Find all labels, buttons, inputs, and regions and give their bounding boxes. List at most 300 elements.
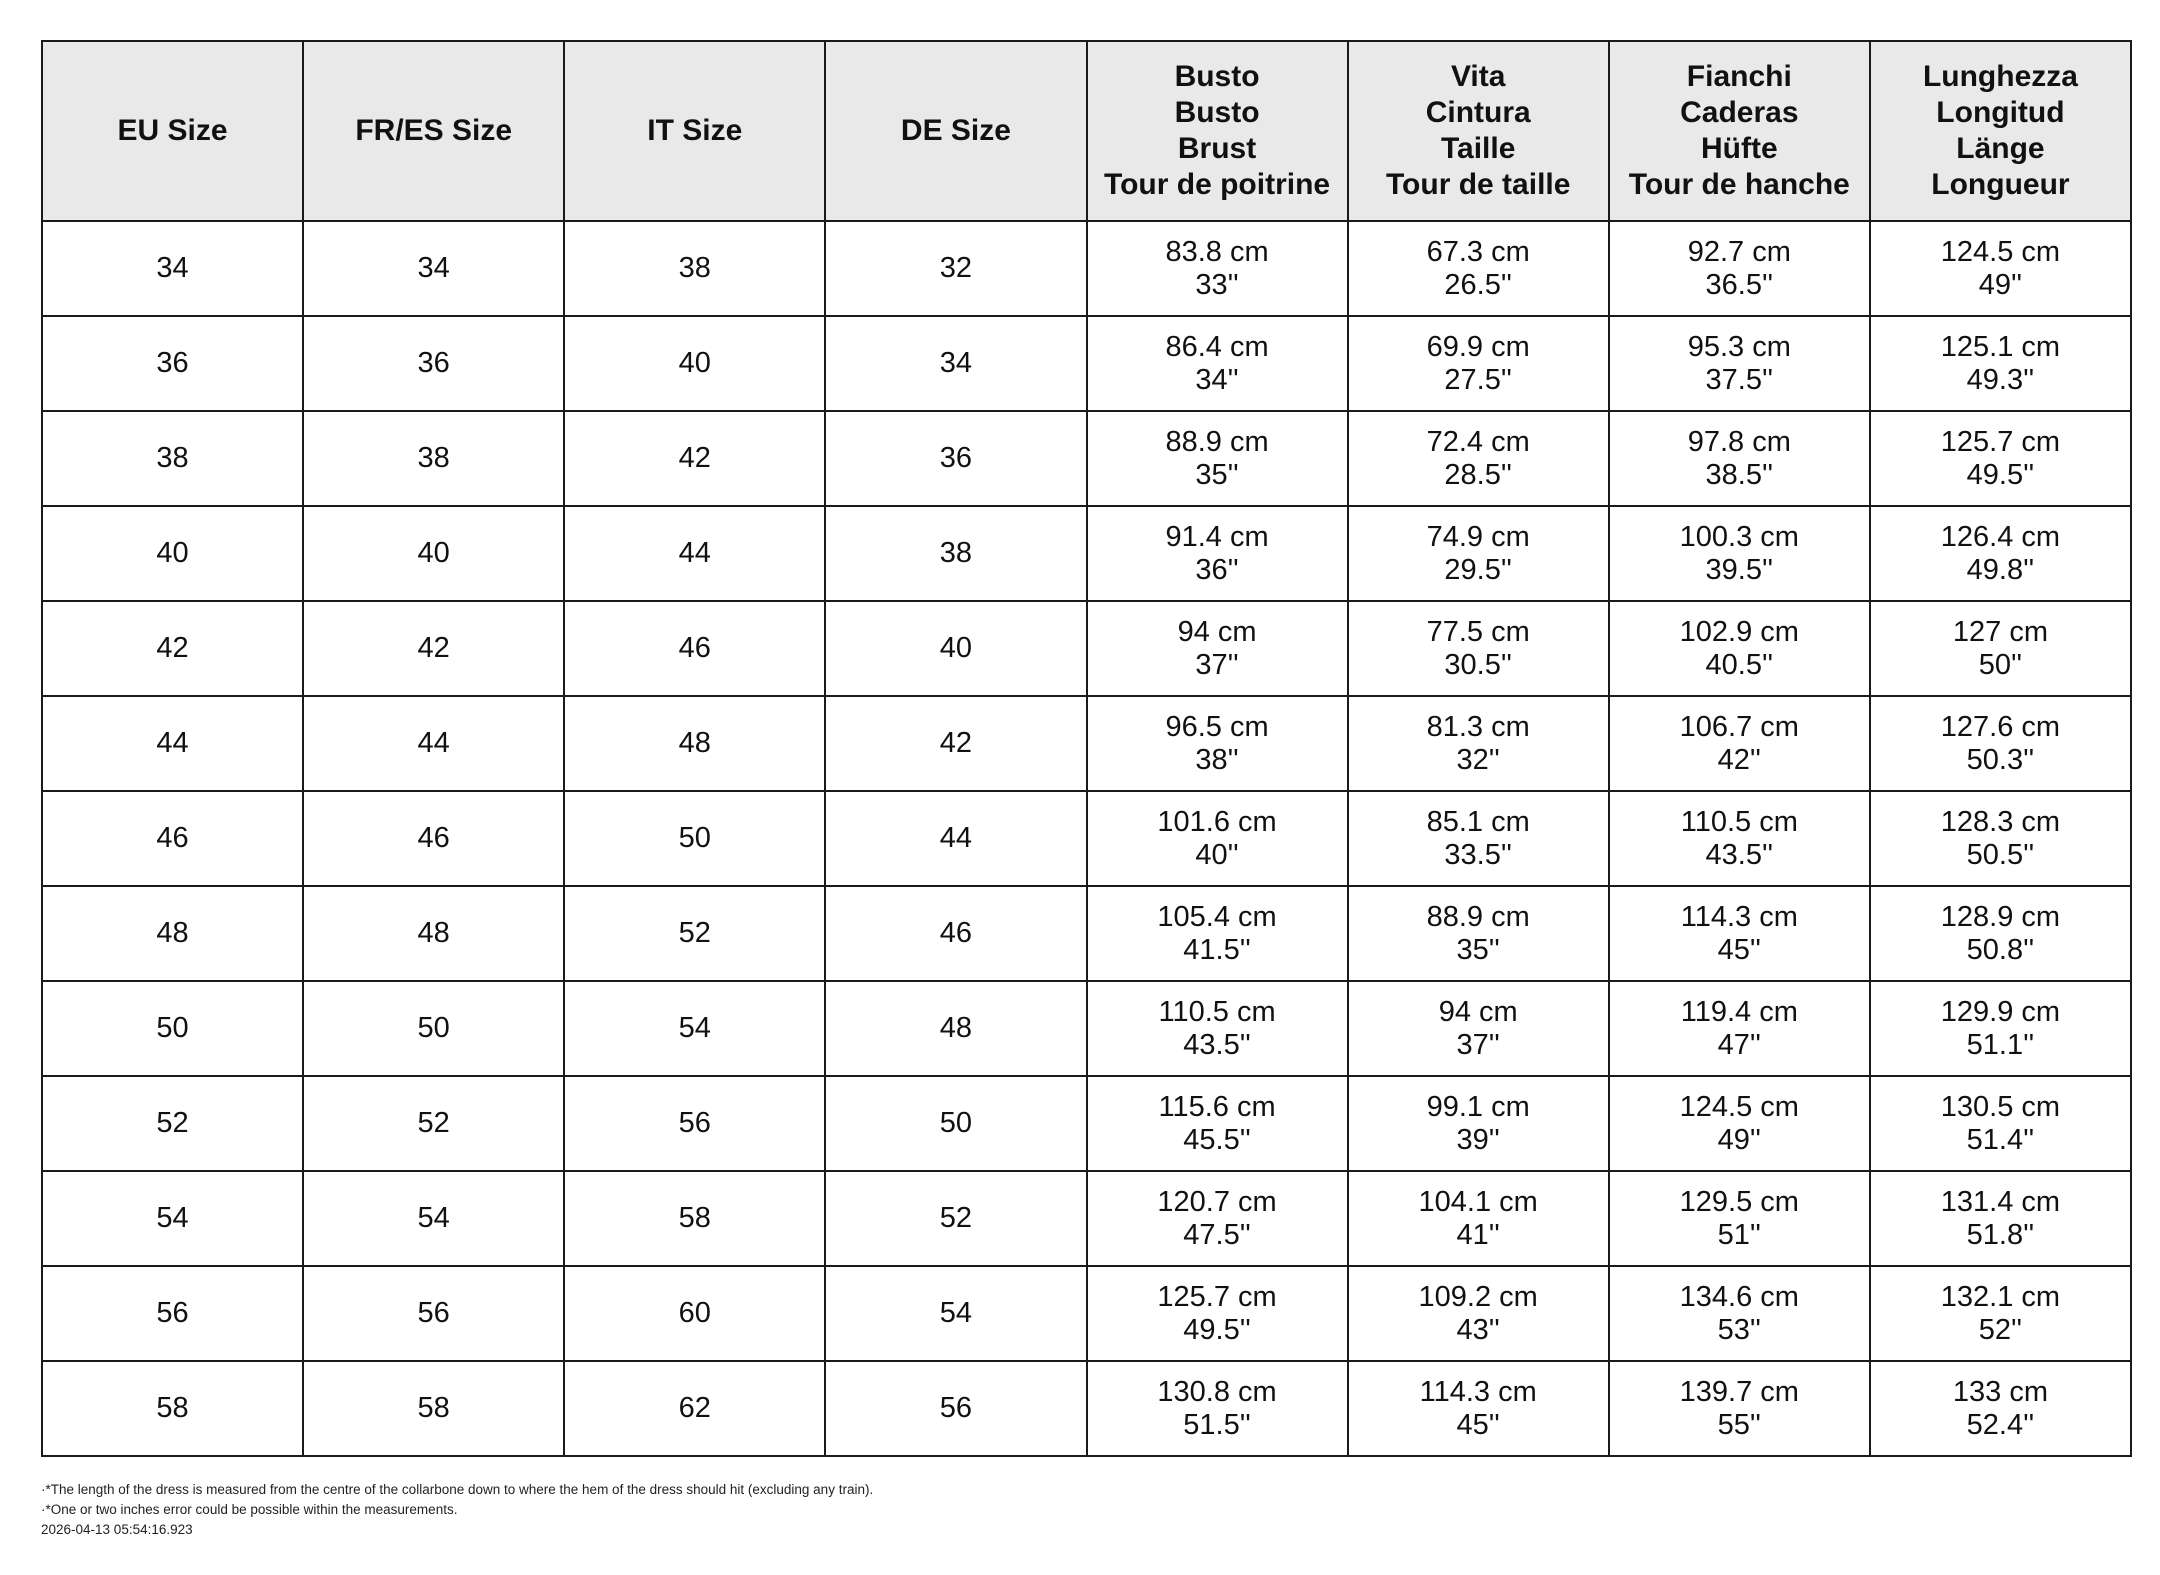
cell-value: 53'' (1717, 1313, 1761, 1346)
table-cell (564, 506, 825, 601)
cell-value: 119.4 cm (1680, 995, 1798, 1028)
table-cell (1087, 696, 1348, 791)
cell-value: 40 (156, 537, 189, 569)
table-cell (1870, 1076, 2131, 1171)
table-cell (1870, 791, 2131, 886)
table-cell (42, 1266, 303, 1361)
cell-value: 67.3 cm (1426, 235, 1530, 268)
column-header (1348, 41, 1609, 221)
table-cell (1609, 601, 1870, 696)
cell-value: 50.3'' (1966, 743, 2035, 776)
table-row (42, 506, 2131, 601)
table-cell (303, 601, 564, 696)
column-header-line: Longueur (1931, 168, 2070, 201)
column-header-line: Tour de poitrine (1104, 168, 1331, 201)
table-cell (1087, 1171, 1348, 1266)
footnotes (41, 1480, 873, 1540)
cell-value: 49'' (1717, 1123, 1761, 1156)
table-row (42, 1361, 2131, 1456)
cell-value: 125.1 cm (1940, 330, 2061, 363)
table-header (42, 41, 2131, 221)
table-cell (1348, 1171, 1609, 1266)
cell-value: 36.5'' (1705, 268, 1774, 301)
table-cell (303, 886, 564, 981)
table-cell (1609, 696, 1870, 791)
cell-value: 27.5'' (1444, 363, 1512, 396)
cell-value: 42 (678, 442, 711, 474)
cell-value: 102.9 cm (1679, 615, 1799, 648)
cell-value: 88.9 cm (1426, 900, 1530, 933)
table-cell (564, 411, 825, 506)
cell-value: 56 (939, 1392, 973, 1424)
table-cell (1870, 506, 2131, 601)
table-row (42, 886, 2131, 981)
cell-value: 86.4 cm (1165, 330, 1269, 363)
table-cell (825, 886, 1086, 981)
table-cell (42, 221, 303, 316)
table-cell (1348, 696, 1609, 791)
cell-value: 105.4 cm (1157, 900, 1277, 933)
table-cell (1087, 1076, 1348, 1171)
cell-value: 36 (156, 347, 189, 379)
table-cell (1609, 411, 1870, 506)
cell-value: 41.5'' (1183, 933, 1251, 966)
table-cell (825, 1361, 1086, 1456)
cell-value: 37'' (1195, 648, 1239, 681)
table-cell (1870, 411, 2131, 506)
cell-value: 129.9 cm (1940, 995, 2061, 1028)
table-cell (1609, 1076, 1870, 1171)
table-cell (1348, 791, 1609, 886)
cell-value: 32'' (1456, 743, 1500, 776)
cell-value: 52 (417, 1107, 450, 1139)
cell-value: 33'' (1195, 268, 1239, 301)
table-cell (1087, 981, 1348, 1076)
cell-value: 106.7 cm (1679, 710, 1799, 743)
cell-value: 58 (156, 1392, 189, 1424)
cell-value: 54 (417, 1202, 450, 1234)
table-cell (42, 981, 303, 1076)
cell-value: 45'' (1456, 1408, 1500, 1441)
cell-value: 49'' (1978, 268, 2023, 301)
column-header (1087, 41, 1348, 221)
cell-value: 42 (939, 727, 973, 759)
cell-value: 43'' (1456, 1313, 1500, 1346)
table-cell (1870, 886, 2131, 981)
table-cell (825, 316, 1086, 411)
cell-value: 62 (678, 1392, 711, 1424)
cell-value: 130.8 cm (1157, 1375, 1277, 1408)
header-row (42, 41, 2131, 221)
cell-value: 38.5'' (1705, 458, 1774, 491)
cell-value: 126.4 cm (1940, 520, 2061, 553)
cell-value: 36'' (1195, 553, 1239, 586)
table-row (42, 221, 2131, 316)
table-cell (42, 411, 303, 506)
cell-value: 56 (156, 1297, 189, 1329)
column-header-line: IT Size (647, 114, 743, 147)
cell-value: 38 (417, 442, 450, 474)
cell-value: 36 (939, 442, 973, 474)
table-cell (42, 791, 303, 886)
table-cell (1087, 316, 1348, 411)
cell-value: 38 (939, 537, 973, 569)
cell-value: 52 (156, 1107, 189, 1139)
cell-value: 30.5'' (1444, 648, 1512, 681)
cell-value: 127 cm (1952, 615, 2048, 648)
table-cell (1087, 886, 1348, 981)
cell-value: 49.5'' (1183, 1313, 1251, 1346)
cell-value: 54 (156, 1202, 189, 1234)
cell-value: 48 (939, 1012, 973, 1044)
cell-value: 34 (939, 347, 973, 379)
cell-value: 41'' (1456, 1218, 1500, 1251)
cell-value: 129.5 cm (1679, 1185, 1799, 1218)
cell-value: 120.7 cm (1157, 1185, 1277, 1218)
table-row (42, 1076, 2131, 1171)
column-header-line: Vita (1450, 60, 1506, 93)
column-header-line: Cintura (1425, 96, 1531, 129)
size-chart-table (41, 40, 2132, 1457)
cell-value: 42 (417, 632, 450, 664)
table-cell (825, 411, 1086, 506)
cell-value: 77.5 cm (1426, 615, 1530, 648)
table-cell (42, 1171, 303, 1266)
cell-value: 83.8 cm (1165, 235, 1269, 268)
cell-value: 40'' (1195, 838, 1239, 871)
cell-value: 58 (417, 1392, 450, 1424)
footnote-length: ·*The length of the dress is measured from the centre of the collarbone down to where the hem of the dress should hit (excluding any train). (41, 1482, 874, 1497)
cell-value: 44 (156, 727, 189, 759)
cell-value: 95.3 cm (1687, 330, 1791, 363)
cell-value: 34'' (1195, 363, 1239, 396)
cell-value: 46 (156, 822, 189, 854)
cell-value: 56 (417, 1297, 450, 1329)
cell-value: 81.3 cm (1426, 710, 1530, 743)
cell-value: 60 (678, 1297, 711, 1329)
table-cell (564, 221, 825, 316)
cell-value: 49.5'' (1966, 458, 2035, 491)
cell-value: 94 cm (1438, 995, 1518, 1028)
cell-value: 92.7 cm (1687, 235, 1791, 268)
cell-value: 52.4'' (1966, 1408, 2035, 1441)
cell-value: 42 (156, 632, 189, 664)
cell-value: 44 (939, 822, 973, 854)
table-cell (1609, 316, 1870, 411)
cell-value: 37.5'' (1705, 363, 1774, 396)
table-cell (1870, 981, 2131, 1076)
cell-value: 48 (678, 727, 711, 759)
cell-value: 29.5'' (1444, 553, 1512, 586)
table-cell (564, 886, 825, 981)
table-cell (1609, 791, 1870, 886)
column-header-line: Tour de taille (1385, 168, 1571, 201)
column-header-line: Lunghezza (1922, 60, 2078, 93)
cell-value: 51.5'' (1183, 1408, 1251, 1441)
cell-value: 50 (417, 1012, 450, 1044)
table-cell (1348, 1266, 1609, 1361)
cell-value: 100.3 cm (1679, 520, 1799, 553)
table-cell (564, 981, 825, 1076)
column-header-line: Busto (1174, 60, 1260, 93)
table-cell (564, 696, 825, 791)
cell-value: 50.5'' (1966, 838, 2035, 871)
cell-value: 125.7 cm (1940, 425, 2061, 458)
cell-value: 110.5 cm (1158, 995, 1276, 1028)
table-cell (1087, 221, 1348, 316)
table-cell (1870, 316, 2131, 411)
table-cell (1348, 411, 1609, 506)
table-cell (303, 1266, 564, 1361)
column-header-line: Tour de hanche (1628, 168, 1850, 201)
table-row (42, 696, 2131, 791)
cell-value: 131.4 cm (1940, 1185, 2061, 1218)
column-header (1870, 41, 2131, 221)
cell-value: 128.9 cm (1940, 900, 2061, 933)
cell-value: 32 (939, 252, 973, 284)
cell-value: 101.6 cm (1157, 805, 1277, 838)
cell-value: 50.8'' (1966, 933, 2035, 966)
cell-value: 50 (156, 1012, 189, 1044)
table-cell (564, 1076, 825, 1171)
cell-value: 128.3 cm (1940, 805, 2061, 838)
cell-value: 38'' (1195, 743, 1239, 776)
column-header-line: Caderas (1680, 96, 1799, 129)
table-cell (825, 506, 1086, 601)
cell-value: 127.6 cm (1940, 710, 2061, 743)
table-row (42, 316, 2131, 411)
table-cell (1609, 1361, 1870, 1456)
cell-value: 139.7 cm (1679, 1375, 1799, 1408)
table-cell (303, 1076, 564, 1171)
table-cell (303, 791, 564, 886)
cell-value: 124.5 cm (1940, 235, 2061, 268)
column-header-line: Brust (1177, 132, 1257, 165)
cell-value: 45.5'' (1183, 1123, 1251, 1156)
table-cell (42, 316, 303, 411)
table-cell (1609, 1266, 1870, 1361)
table-cell (42, 506, 303, 601)
cell-value: 40.5'' (1705, 648, 1774, 681)
column-header-line: FR/ES Size (355, 114, 513, 147)
table-cell (825, 1171, 1086, 1266)
cell-value: 47.5'' (1183, 1218, 1251, 1251)
cell-value: 115.6 cm (1158, 1090, 1276, 1123)
cell-value: 49.3'' (1966, 363, 2035, 396)
table-cell (1609, 981, 1870, 1076)
cell-value: 46 (417, 822, 450, 854)
cell-value: 109.2 cm (1418, 1280, 1538, 1313)
cell-value: 28.5'' (1444, 458, 1512, 491)
table-cell (303, 221, 564, 316)
cell-value: 34 (156, 252, 189, 284)
table-cell (825, 791, 1086, 886)
table-cell (42, 696, 303, 791)
cell-value: 47'' (1717, 1028, 1761, 1061)
cell-value: 50 (939, 1107, 973, 1139)
column-header (1609, 41, 1870, 221)
table-row (42, 981, 2131, 1076)
table-cell (303, 696, 564, 791)
cell-value: 39.5'' (1705, 553, 1774, 586)
table-cell (42, 601, 303, 696)
cell-value: 52 (939, 1202, 973, 1234)
table-cell (1348, 506, 1609, 601)
column-header-line: Länge (1956, 132, 2045, 165)
cell-value: 134.6 cm (1679, 1280, 1799, 1313)
table-cell (42, 1076, 303, 1171)
table-cell (1609, 886, 1870, 981)
table-cell (1348, 1076, 1609, 1171)
table-row (42, 1266, 2131, 1361)
cell-value: 40 (678, 347, 711, 379)
cell-value: 96.5 cm (1165, 710, 1269, 743)
table-cell (303, 1171, 564, 1266)
table-cell (1348, 981, 1609, 1076)
table-cell (825, 981, 1086, 1076)
cell-value: 124.5 cm (1679, 1090, 1799, 1123)
table-cell (564, 316, 825, 411)
table-cell (303, 981, 564, 1076)
column-header (303, 41, 564, 221)
table-cell (1087, 411, 1348, 506)
cell-value: 26.5'' (1444, 268, 1512, 301)
column-header (564, 41, 825, 221)
table-cell (1870, 601, 2131, 696)
table-cell (564, 1171, 825, 1266)
table-row (42, 411, 2131, 506)
cell-value: 125.7 cm (1157, 1280, 1277, 1313)
table-cell (1609, 506, 1870, 601)
table-cell (564, 1266, 825, 1361)
cell-value: 49.8'' (1966, 553, 2035, 586)
table-row (42, 601, 2131, 696)
table-row (42, 791, 2131, 886)
table-cell (564, 601, 825, 696)
cell-value: 35'' (1456, 933, 1500, 966)
cell-value: 48 (156, 917, 189, 949)
cell-value: 44 (678, 537, 711, 569)
table-cell (303, 411, 564, 506)
table-cell (1087, 601, 1348, 696)
cell-value: 51.8'' (1966, 1218, 2035, 1251)
cell-value: 114.3 cm (1419, 1375, 1537, 1408)
cell-value: 43.5'' (1183, 1028, 1251, 1061)
cell-value: 85.1 cm (1426, 805, 1530, 838)
cell-value: 38 (678, 252, 711, 284)
table-cell (825, 1076, 1086, 1171)
column-header-line: DE Size (900, 114, 1011, 147)
cell-value: 40 (417, 537, 450, 569)
column-header (42, 41, 303, 221)
table-cell (42, 886, 303, 981)
cell-value: 132.1 cm (1940, 1280, 2061, 1313)
cell-value: 94 cm (1177, 615, 1257, 648)
cell-value: 97.8 cm (1687, 425, 1791, 458)
table-cell (1870, 221, 2131, 316)
cell-value: 34 (417, 252, 450, 284)
table-cell (1870, 696, 2131, 791)
cell-value: 46 (678, 632, 711, 664)
table-cell (1870, 1266, 2131, 1361)
cell-value: 40 (939, 632, 973, 664)
cell-value: 43.5'' (1705, 838, 1774, 871)
column-header-line: Longitud (1936, 96, 2065, 129)
table-body (42, 221, 2131, 1456)
column-header-line: Fianchi (1686, 60, 1792, 93)
cell-value: 104.1 cm (1418, 1185, 1538, 1218)
cell-value: 133 cm (1952, 1375, 2048, 1408)
table-cell (825, 601, 1086, 696)
table-cell (1348, 316, 1609, 411)
column-header (825, 41, 1086, 221)
table-cell (1870, 1361, 2131, 1456)
table-cell (825, 696, 1086, 791)
table-cell (825, 221, 1086, 316)
cell-value: 45'' (1717, 933, 1761, 966)
cell-value: 51.4'' (1966, 1123, 2035, 1156)
table-row (42, 1171, 2131, 1266)
cell-value: 35'' (1195, 458, 1239, 491)
table-cell (303, 1361, 564, 1456)
column-header-line: EU Size (117, 114, 228, 147)
cell-value: 56 (678, 1107, 711, 1139)
cell-value: 88.9 cm (1165, 425, 1269, 458)
cell-value: 54 (678, 1012, 711, 1044)
table-cell (1870, 1171, 2131, 1266)
table-cell (303, 506, 564, 601)
cell-value: 91.4 cm (1165, 520, 1269, 553)
cell-value: 99.1 cm (1426, 1090, 1530, 1123)
cell-value: 50 (678, 822, 711, 854)
cell-value: 42'' (1717, 743, 1761, 776)
cell-value: 72.4 cm (1426, 425, 1530, 458)
cell-value: 33.5'' (1444, 838, 1512, 871)
table-cell (303, 316, 564, 411)
cell-value: 51.1'' (1966, 1028, 2035, 1061)
table-cell (42, 1361, 303, 1456)
cell-value: 52 (678, 917, 711, 949)
cell-value: 55'' (1717, 1408, 1761, 1441)
cell-value: 51'' (1717, 1218, 1761, 1251)
table-cell (1087, 506, 1348, 601)
table-cell (1609, 1171, 1870, 1266)
column-header-line: Taille (1440, 132, 1516, 165)
cell-value: 130.5 cm (1940, 1090, 2061, 1123)
cell-value: 48 (417, 917, 450, 949)
table-cell (1087, 1361, 1348, 1456)
column-header-line: Busto (1174, 96, 1260, 129)
cell-value: 50'' (1978, 648, 2023, 681)
cell-value: 54 (939, 1297, 973, 1329)
table-cell (1087, 1266, 1348, 1361)
table-cell (564, 791, 825, 886)
cell-value: 46 (939, 917, 973, 949)
cell-value: 44 (417, 727, 450, 759)
table-cell (1348, 886, 1609, 981)
cell-value: 114.3 cm (1680, 900, 1798, 933)
cell-value: 58 (678, 1202, 711, 1234)
cell-value: 52'' (1978, 1313, 2023, 1346)
footnote-error: ·*One or two inches error could be possible within the measurements. (41, 1502, 458, 1517)
table-cell (1609, 221, 1870, 316)
cell-value: 74.9 cm (1426, 520, 1530, 553)
cell-value: 110.5 cm (1680, 805, 1798, 838)
table-cell (564, 1361, 825, 1456)
table-cell (1087, 791, 1348, 886)
cell-value: 38 (156, 442, 189, 474)
cell-value: 69.9 cm (1426, 330, 1530, 363)
